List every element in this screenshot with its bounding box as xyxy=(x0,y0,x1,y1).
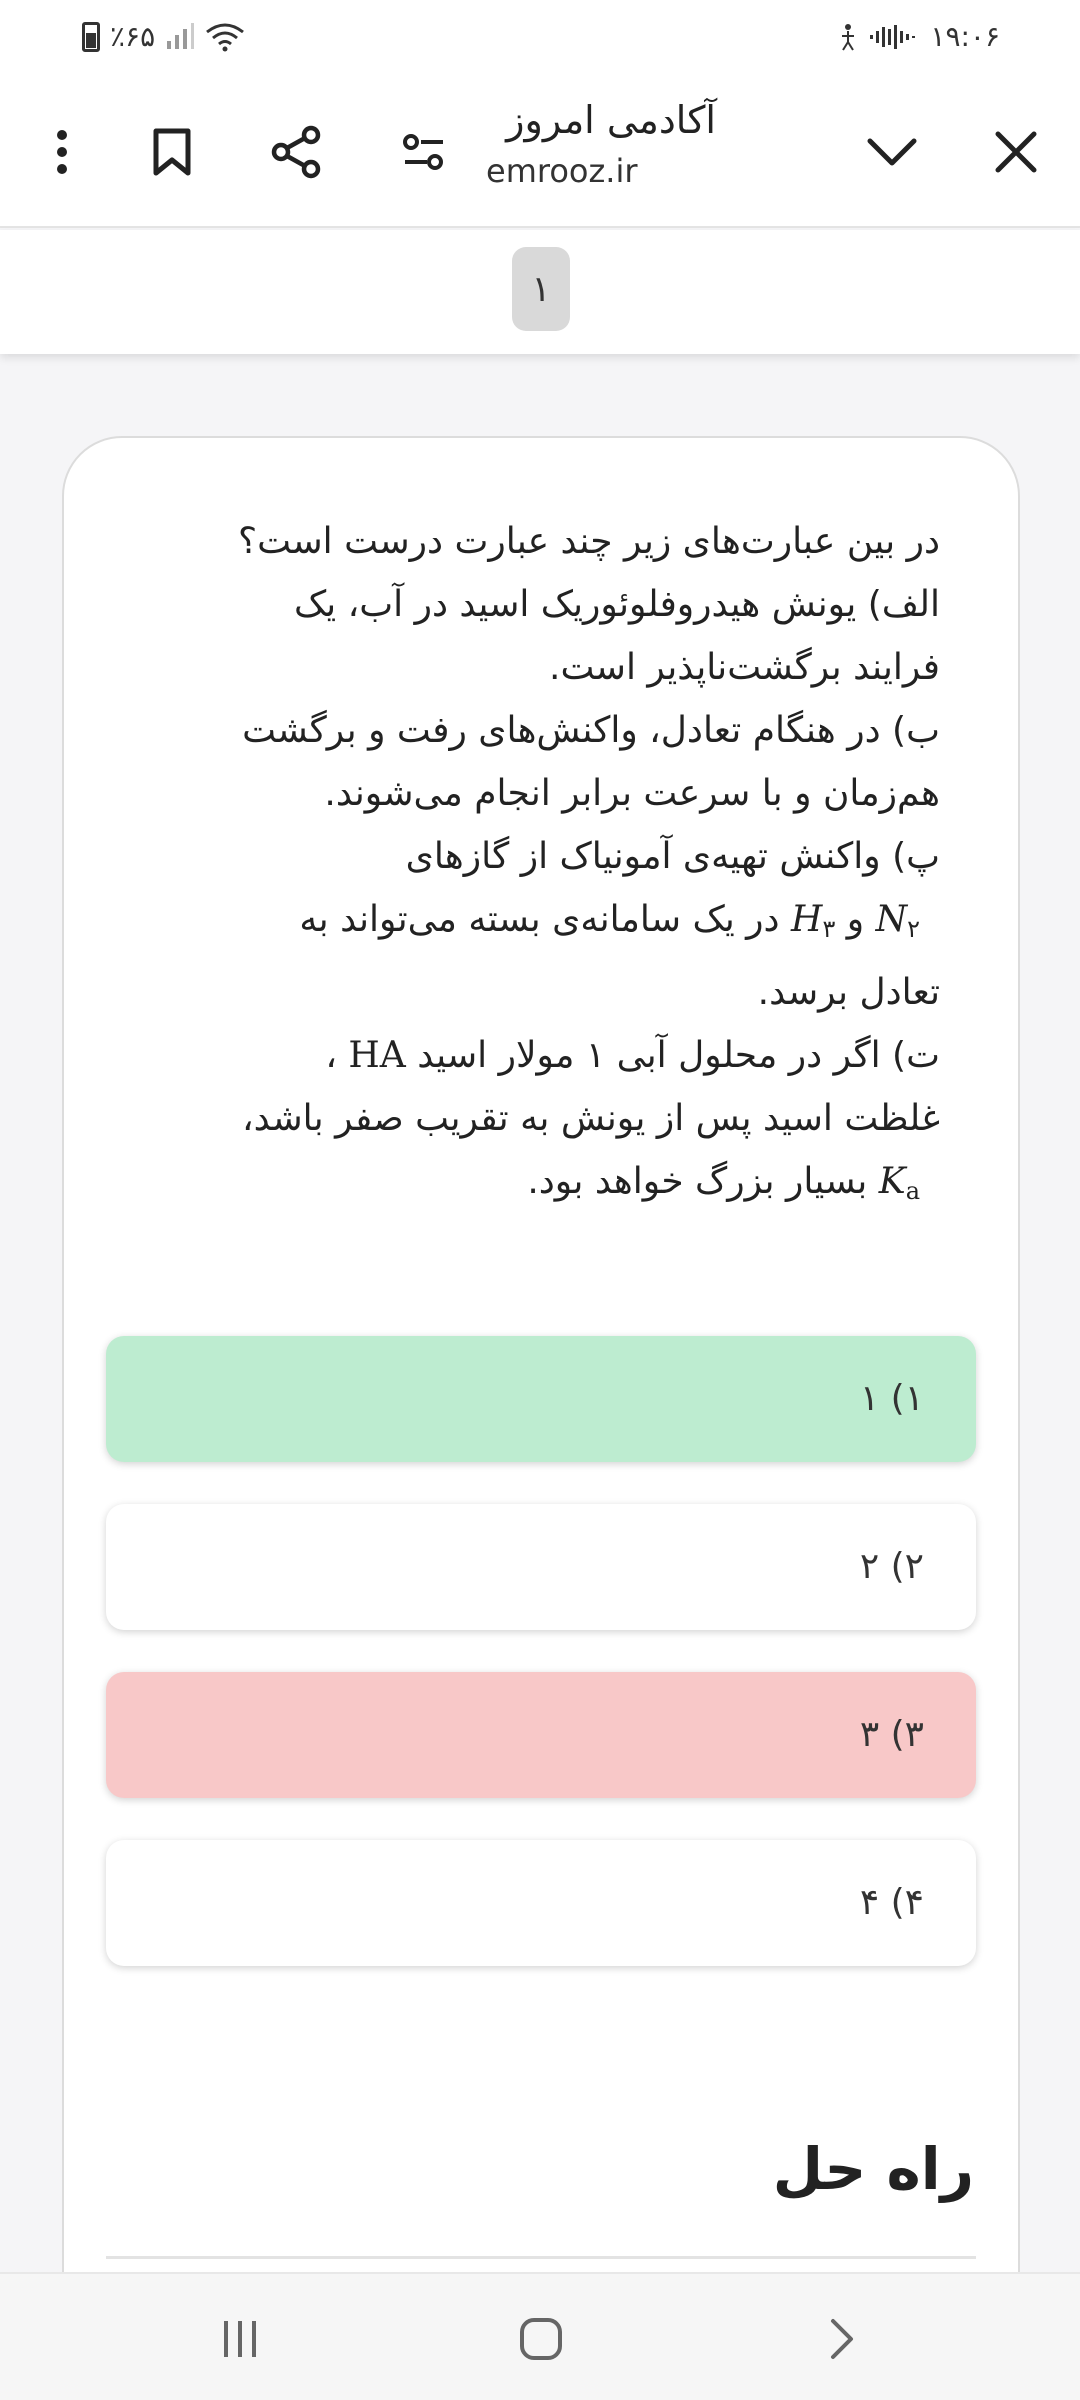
answer-option-4[interactable]: ۴) ۴ xyxy=(106,1840,976,1966)
question-line: هم‌زمان و با سرعت برابر انجام می‌شوند. xyxy=(324,773,940,814)
question-line: ت) اگر در محلول آبی ۱ مولار اسید HA ، xyxy=(325,1035,940,1076)
question-line: فرایند برگشت‌ناپذیر است. xyxy=(549,647,940,688)
back-icon[interactable] xyxy=(802,2304,882,2374)
system-nav-bar xyxy=(0,2272,1080,2400)
answer-option-2[interactable]: ۲) ۲ xyxy=(106,1504,976,1630)
recent-apps-icon[interactable] xyxy=(200,2304,280,2374)
site-url: emrooz.ir xyxy=(486,152,638,190)
solution-divider xyxy=(106,2256,976,2259)
waveform-icon xyxy=(870,25,916,49)
more-vert-icon[interactable] xyxy=(24,114,100,190)
formula-ka: $K_a$ xyxy=(878,1161,920,1205)
answer-option-1[interactable]: ۱) ۱ xyxy=(106,1336,976,1462)
home-icon[interactable] xyxy=(501,2304,581,2374)
bookmark-icon[interactable] xyxy=(134,114,210,190)
formula-h3: $H_۳$ xyxy=(791,899,836,943)
browser-toolbar xyxy=(0,76,1080,228)
question-line: تعادل برسد. xyxy=(757,972,940,1013)
battery-percent: ٪۶۵ xyxy=(110,20,156,53)
signal-icon xyxy=(165,23,195,51)
question-line: غلظت اسید پس از یونش به تقریب صفر باشد، xyxy=(241,1098,940,1139)
answer-option-3[interactable]: ۳) ۳ xyxy=(106,1672,976,1798)
settings-sliders-icon[interactable] xyxy=(386,114,462,190)
question-line: $N_۲$ و $H_۳$ در یک سامانه‌ی بسته می‌تواند به xyxy=(299,899,920,943)
battery-icon xyxy=(82,22,100,52)
page-chip-current[interactable]: ۱ xyxy=(512,247,570,331)
formula-n2: $N_۲$ xyxy=(875,899,920,943)
chevron-down-icon[interactable] xyxy=(854,114,930,190)
page-title-block[interactable] xyxy=(486,98,746,190)
site-title: آکادمی امروز xyxy=(506,98,716,142)
question-line: ب) در هنگام تعادل، واکنش‌های رفت و برگشت xyxy=(242,710,940,751)
status-time-area xyxy=(840,20,1000,53)
question-line: پ) واکنش تهیه‌ی آمونیاک از گازهای xyxy=(405,836,940,877)
share-icon[interactable] xyxy=(258,114,334,190)
question-text xyxy=(140,510,940,1223)
clock: ۱۹:۰۶ xyxy=(930,20,1000,53)
formula-ha: HA xyxy=(348,1035,406,1076)
wifi-icon xyxy=(205,22,245,52)
question-line: الف) یونش هیدروفلوئوریک اسید در آب، یک xyxy=(293,584,940,625)
status-bar xyxy=(0,0,1080,76)
question-pager xyxy=(0,230,1080,354)
status-indicators xyxy=(82,20,245,53)
close-icon[interactable] xyxy=(978,114,1054,190)
question-line: در بین عبارت‌های زیر چند عبارت درست است؟ xyxy=(238,521,940,562)
solution-heading: راه حل xyxy=(772,2135,974,2203)
person-icon xyxy=(840,22,856,52)
question-line: $K_a$ بسیار بزرگ خواهد بود. xyxy=(527,1161,920,1205)
